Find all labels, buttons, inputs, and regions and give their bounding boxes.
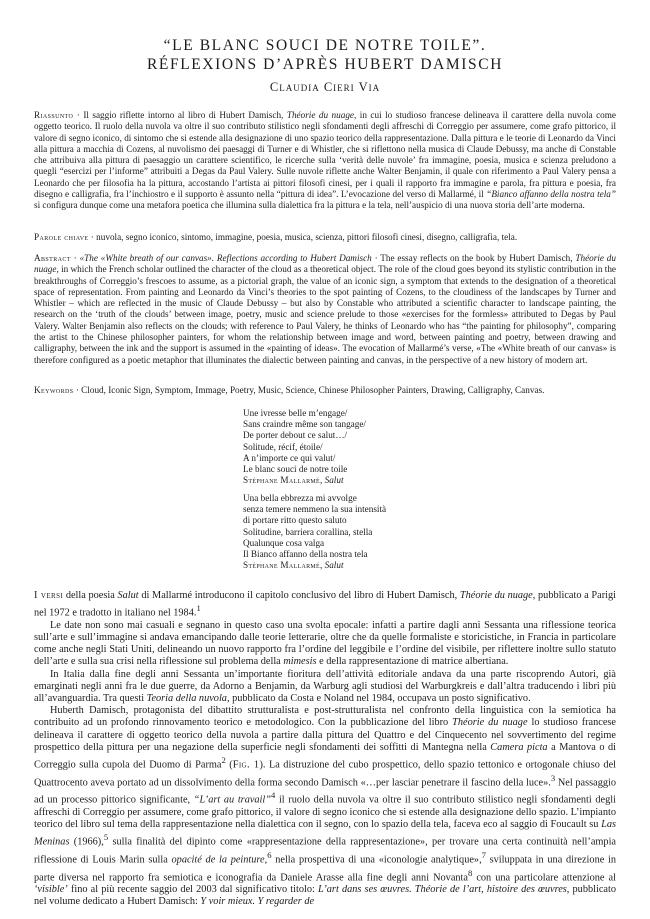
article-body [34, 590, 616, 909]
body-text: fino al più recente saggio del 2003 dal significativo titolo: [67, 884, 319, 896]
poem-signature-name: Stéphane Mallarmé [243, 560, 321, 571]
book-title: Théorie du nuage [459, 590, 533, 601]
parole-chiave-text: nuvola, segno iconico, sintomo, immagine, poesia, musica, scienza, pittori filosofi cinesi, disegno, calligrafia, tela. [96, 232, 518, 242]
footnote-ref[interactable]: 7 [481, 849, 486, 860]
epigraph-poem-italian [243, 493, 463, 571]
body-text: a Mantova o di Correggio sulla cupola del Duomo di Parma [34, 741, 616, 771]
footnote-ref[interactable]: 2 [221, 755, 226, 766]
body-text: , pubblicato nel volume dedicato a Hubert Damisch: [34, 884, 616, 908]
poem-signature: Stéphane Mallarmé, Salut [243, 475, 344, 486]
poem-line: Sans craindre même son tangage/ [243, 419, 366, 430]
quoted-phrase: opacité de la peinture [171, 854, 265, 866]
article-title-line-2: RÉFLEXIONS D’APRÈS HUBERT DAMISCH [146, 56, 504, 73]
body-text: , [264, 854, 268, 866]
book-title: Théorie du nuage [452, 717, 528, 729]
body-text: Huberth Damisch, protagonista del dibattito strutturalista e post-strutturalista nel confronto della linguistica con la semiotica ha contribuito ad un profondo rinnovamento teorico e metodologico. Con la pubblicazione del libro [34, 705, 616, 729]
keywords-separator: · [73, 385, 82, 395]
poem-line: Il Bianco affanno della nostra tela [243, 549, 368, 560]
poem-line: Solitudine, barriera corallina, stella [243, 526, 373, 537]
lead-in: I versi [34, 590, 64, 601]
riassunto-text: Il saggio riflette intorno al libro di Hubert Damisch, [83, 110, 287, 120]
poem-signature-work: Salut [324, 560, 344, 571]
poem-line: A n’importe ce qui valut/ [243, 452, 336, 463]
riassunto-label: Riassunto [34, 110, 74, 120]
body-text: sulla finalità del dipinto come «rappresentazione della rappresentazione», per trovare una certa continuità nell’ampia riflessione di Louis Marin sulla [34, 836, 616, 866]
quoted-term: ‘visible’ [34, 884, 68, 896]
footnote-ref[interactable]: 1 [196, 603, 201, 614]
body-text: della poesia [63, 590, 118, 601]
body-text: (1966), [69, 836, 104, 848]
body-text: sviluppata in una direzione in parte diversa nel rapporto fra semiotica e iconografia da Daniele Arasse alla fine degli anni Novanta [34, 854, 617, 884]
body-text: Nel passaggio ad un processo pittorico significante, [34, 777, 617, 806]
poem-line: Qualunque cosa valga [243, 537, 325, 548]
body-text: , pubblicato a Parigi nel 1972 e tradotto in italiano nel 1984. [34, 590, 617, 619]
footnote-ref[interactable]: 6 [267, 849, 272, 860]
body-text: , pubblicato da Costa e Noland nel 1984, occupava un posto significativo. [226, 693, 531, 705]
epigraph-poem-french [243, 408, 463, 486]
abstract-text-2: , in which the French scholar outlined the character of the cloud as a theoretical object. The role of the cloud goes beyond its stylistic contribution in the breakthroughs of Correggio’s frescoes to assume, as a pictorial graph, the value of an iconic sign, a symptom that extends to the designation of a theoretical space of representation. From painting and Leonardo da Vinci’s theories to the spot painting of Cozens, to the cloudiness of the landscapes by Turner and Whistler – which are reflected in the music of Claude Debussy – but also by Constable who attributed a scientific character to landscape painting, the research on the ‘truth of the clouds’ between image, poetry, music and science prelude to those «exercises for the formless» attributed to Degas by Paul Valery. Walter Benjamin also reflects on the clouds; with reference to Paul Valery, he thinks of Leonardo who has “the painting for philosophy”, comparing the artist to the Chinese philosopher painters, for whom the relationship between image and word, between painting and poetry, between drawing and calligraphy, between the ink and the support is assumed in the «painting of ideas». The evocation of Mallarmé’s verse, «The «White breath of our canvas» is therefore configured as a poetic metaphor that illuminates the dialectic between painting and canvas, in the perspective of a new history of modern art. [34, 264, 616, 365]
body-text: di Mallarmé introducono il capitolo conclusivo del libro di Hubert Damisch, [138, 590, 460, 601]
poem-line: Une ivresse belle m’engage/ [243, 408, 348, 418]
footnote-ref[interactable]: 5 [103, 832, 109, 843]
article-title-line-1: “LE BLANC SOUCI DE NOTRE TOILE”. [163, 37, 487, 54]
abstract-separator: · [70, 253, 80, 263]
body-text: il ruolo della nuvola va oltre il suo contributo stilistico negli sfondamenti degli affreschi di Correggio per assumere, come grafo pittorico, il valore di segno iconico che si estende alla designazione dello spazio. L’impianto teorico del libro sul tema della rappresentazione nella dialettica con il segno, con lo spazio della tela, faceva eco al saggio di Foucault su [34, 794, 616, 831]
body-text: ). La distruzione del cubo prospettico, dello spazio tettonico e ortogonale chiuso del Quattrocento aveva portato ad un dissolvimento della forma secondo Damisch «…per lasciar penetrare il fascino della luce». [34, 759, 617, 789]
body-text: con una particolare attenzione al [472, 872, 616, 884]
body-paragraph-1 [34, 590, 616, 620]
footnote-ref[interactable]: 3 [550, 772, 556, 783]
body-text: In Italia dalla fine degli anni Sessanta un’importante fioritura dell’attività editoriale andava da una parte riscoprendo Autori, già emarginati negli anni fra le due guerre, da Adorno a Benjamin, da Warburg agli studiosi del Warburgkreis e dall’altra traducendo i libri più all’avanguardia. Tra questi [34, 668, 616, 705]
figure-ref[interactable]: Fig. 1 [232, 759, 260, 771]
poem-line: Una bella ebbrezza mi avvolge [243, 493, 357, 503]
parole-chiave-section [34, 232, 616, 243]
parole-chiave-label: Parole chiave [34, 232, 89, 242]
keywords-section [34, 385, 616, 396]
poem-line: Le blanc souci de notre toile [243, 464, 348, 475]
abstract-book-title: Théorie du nuage [34, 253, 616, 275]
poem-line: Solitude, récif, étoile/ [243, 441, 323, 452]
riassunto-text-2: , in cui lo studioso francese delineava il carattere della nuvola come oggetto teorico. Il ruolo della nuvola va oltre il suo contributo stilistico negli sfondamenti degli affreschi di Correggio per assumere, come grafo pittorico, il valore di segno iconico, di sintomo che si estende alla designazione di uno spazio teorico della rappresentazione. Dalla pittura e le teorie di Leonardo da Vinci alla pittura a macchia di Cozens, al nuvolismo dei paesaggi di Turner e di Whistler, che si riflettono nella musica di Claude Debussy, ma anche di Constable che attribuiva alla pittura di paesaggio un carattere scientifico, le ricerche sulla ‘verità delle nuvole’ fra immagine, poesia, musica e scienza preludono a quegli “esercizi per l’informe” attribuiti a Degas da Paul Valery. Sulle nuvole riflette anche Walter Benjamin, il quale con riferimento a Paul Valery pensa a Leonardo che per filosofia ha la pittura, accostando l’artista ai pittori filosofi cinesi, per i quali il rapporto fra immagine e parola, fra pittura e poesia, fra disegno e calligrafia, fra l’inchiostro e il supporto è assunto nella “pittura di idea”. L’evocazione del verso di Mallarmé, il [34, 110, 616, 200]
poem-line: De porter debout ce salut…/ [243, 430, 348, 441]
keywords-text: Cloud, Iconic Sign, Symptom, Immage, Poetry, Music, Science, Chinese Philosopher Painters, Drawing, Calligraphy, Canvas. [81, 385, 545, 395]
book-title: Y voir mieux. Y regarder de [200, 896, 315, 908]
abstract-text: · The essay reflects on the book by Hubert Damisch, [371, 253, 576, 263]
body-text: Le date non sono mai casuali e segnano in questo caso una svolta epocale: infatti a partire dagli anni Sessanta una riflessione teorica sull’arte e sull’immagine si andava emancipando dalle teorie letterarie, oltre che da quelle formaliste e storicistiche, in Francia in particolare come anche negli Stati Uniti, delineando un nuovo rapporto fra l’ordine del leggibile e l’ordine del visibile, per riflettere inoltre sullo statuto dell’arte e sulla sua crisi nella riflessione sul problema della [34, 619, 616, 668]
riassunto-text-3: si configura dunque come una metafora poetica che illumina sulla dialettica fra la pittura e la tela, nell’auspicio di una nuova storia dell’arte moderna. [34, 200, 585, 211]
body-text: nella prospettiva di una «iconologie analytique», [271, 854, 482, 866]
body-paragraph-2 [34, 620, 616, 669]
body-paragraph-4 [34, 705, 616, 908]
riassunto-quote: “Bianco affanno della nostra tela” [486, 189, 616, 200]
poem-signature: Stéphane Mallarmé, Salut [243, 560, 344, 571]
footnote-ref[interactable]: 4 [271, 790, 276, 801]
abstract-title: «The «White breath of our canvas». Reflections according to Hubert Damisch [79, 253, 372, 263]
footnote-ref[interactable]: 8 [467, 867, 473, 878]
riassunto-book-title: Théorie du nuage [286, 110, 355, 120]
poem-line: di portare ritto questo saluto [243, 515, 347, 526]
poem-signature-name: Stéphane Mallarmé [243, 475, 321, 486]
keywords-label: Keywords [34, 385, 74, 395]
quoted-phrase: “L’art au travail” [193, 794, 272, 806]
body-text: ( [225, 759, 233, 771]
article-author: Claudia Cieri Via [269, 80, 381, 94]
body-paragraph-3 [34, 669, 616, 706]
abstract-label: Abstract [34, 253, 71, 263]
essay-title: L’art dans ses œuvres. Théorie de l’art, histoire des œuvres [318, 884, 567, 896]
parole-chiave-separator: · [88, 232, 97, 242]
poem-signature-work: Salut [324, 475, 344, 486]
artwork-title: Las Meninas [34, 819, 616, 848]
body-text: lo studioso francese delineava il carattere di oggetto teorico della nuvola a partire dalla pittura del Quattro e del Cinquecento nel sovvertimento del regime prospettico della pittura per una negazione della superficie negli sfondamenti dei soffitti di Mantegna nella [34, 717, 616, 753]
artwork-title: Camera picta [490, 741, 548, 753]
poem-line: senza temere nemmeno la sua intensità [243, 504, 387, 515]
poem-title: Salut [117, 590, 139, 601]
body-text: e della rappresentazione di matrice albertiana. [316, 656, 509, 668]
abstract-section [34, 253, 616, 366]
riassunto-separator: · [73, 110, 84, 120]
riassunto-section [34, 110, 616, 212]
term-mimesis: mimesis [283, 656, 317, 668]
book-title: Teoria della nuvola [146, 693, 227, 705]
